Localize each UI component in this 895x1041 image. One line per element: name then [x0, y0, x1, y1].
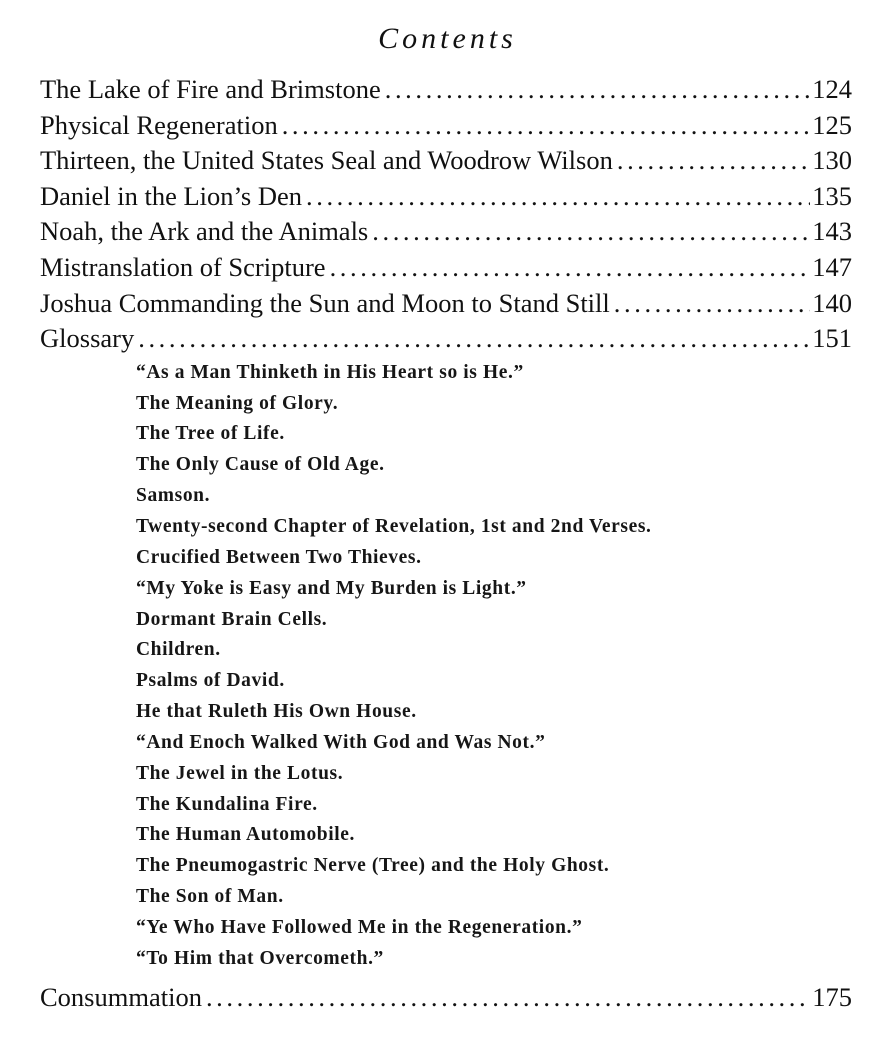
glossary-item: The Pneumogastric Nerve (Tree) and the Holy Ghost. [136, 855, 610, 877]
toc-entry-consummation[interactable] [40, 982, 852, 1018]
glossary-item: Twenty-second Chapter of Revelation, 1st and 2nd Verses. [136, 515, 652, 537]
toc-entry-title: Mistranslation of Scripture [40, 251, 326, 282]
toc-entry[interactable] [40, 252, 852, 288]
glossary-item: The Only Cause of Old Age. [136, 454, 385, 476]
leader-dots [368, 216, 810, 247]
toc-entry-title: The Lake of Fire and Brimstone [40, 74, 381, 104]
glossary-item: The Tree of Life. [136, 423, 285, 445]
glossary-item: “And Enoch Walked With God and Was Not.” [136, 731, 546, 753]
glossary-item: “Ye Who Have Followed Me in the Regeneration.” [136, 916, 583, 938]
glossary-item: Children. [136, 639, 221, 661]
page-title: Contents [378, 22, 517, 55]
toc-entry[interactable] [40, 74, 852, 110]
leader-dots [326, 252, 810, 283]
glossary-item: The Jewel in the Lotus. [136, 762, 344, 784]
leader-dots [302, 181, 810, 212]
toc-entry-title: Physical Regeneration [40, 109, 278, 140]
toc-entry-glossary[interactable] [40, 323, 852, 359]
leader-dots [381, 74, 810, 105]
leader-dots [278, 110, 810, 141]
glossary-item: Crucified Between Two Thieves. [136, 546, 422, 568]
toc-entry[interactable] [40, 110, 852, 146]
glossary-item: Psalms of David. [136, 670, 285, 692]
leader-dots [202, 982, 810, 1013]
toc-entry-page: 124 [812, 74, 852, 104]
toc-entry[interactable] [40, 181, 852, 217]
glossary-item: Samson. [136, 485, 211, 507]
toc-entry-page: 147 [812, 251, 852, 282]
toc-entry-page: 125 [812, 109, 852, 140]
glossary-item: “As a Man Thinketh in His Heart so is He.” [136, 361, 524, 383]
leader-dots [610, 288, 810, 319]
table-of-contents [40, 74, 852, 1017]
toc-entry[interactable] [40, 288, 852, 324]
toc-entry[interactable] [40, 145, 852, 181]
toc-entry-title: Noah, the Ark and the Animals [40, 216, 369, 247]
glossary-item: The Meaning of Glory. [136, 392, 339, 414]
toc-entry-page: 130 [812, 145, 852, 176]
glossary-item: The Kundalina Fire. [136, 793, 318, 815]
toc-entry-page: 143 [812, 216, 852, 247]
toc-entry-page: 135 [812, 180, 852, 211]
glossary-item: Dormant Brain Cells. [136, 608, 328, 630]
glossary-item: The Human Automobile. [136, 824, 356, 846]
toc-entry-title: Joshua Commanding the Sun and Moon to Stand Still [40, 287, 610, 318]
glossary-item: The Son of Man. [136, 886, 284, 908]
toc-entry[interactable] [40, 216, 852, 252]
toc-entry-page: 175 [812, 981, 852, 1012]
toc-entry-title: Daniel in the Lion’s Den [40, 180, 302, 211]
glossary-item: “My Yoke is Easy and My Burden is Light.” [136, 577, 527, 599]
toc-entry-page: 140 [812, 287, 852, 318]
glossary-item: He that Ruleth His Own House. [136, 701, 417, 723]
toc-entry-title: Thirteen, the United States Seal and Woodrow Wilson [40, 145, 613, 176]
toc-entry-title: Consummation [40, 981, 202, 1012]
glossary-list [136, 362, 852, 979]
toc-entry-title: Glossary [40, 323, 135, 354]
leader-dots [613, 145, 810, 176]
glossary-item: “To Him that Overcometh.” [136, 947, 384, 969]
toc-entry-page: 151 [812, 323, 852, 354]
leader-dots [134, 323, 810, 354]
